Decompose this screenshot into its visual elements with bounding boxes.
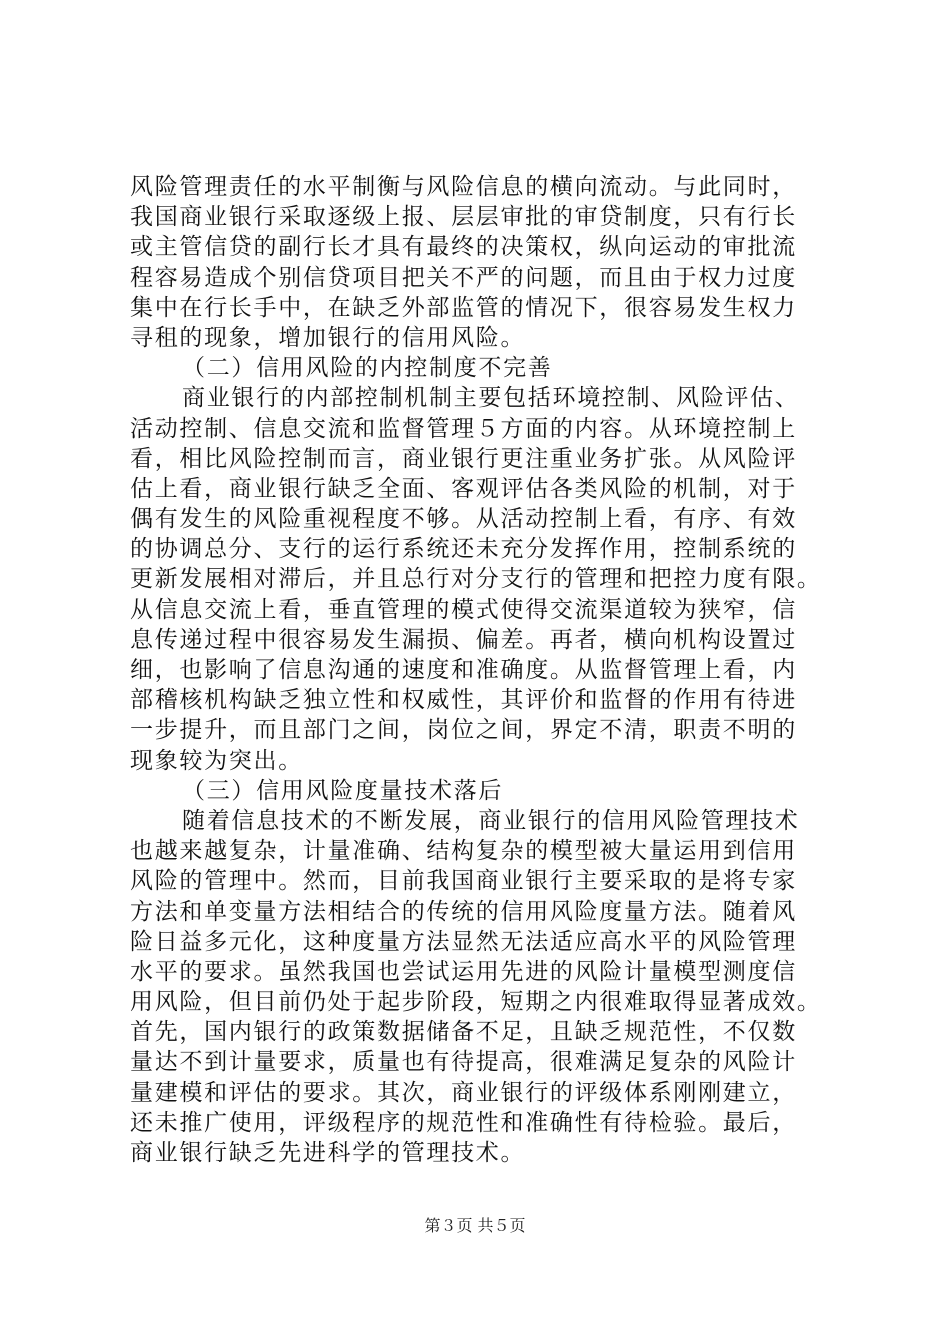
text-line: 或主管信贷的副行长才具有最终的决策权，纵向运动的审批流: [130, 234, 797, 261]
text-line: 方法和单变量方法相结合的传统的信用风险度量方法。随着风: [130, 898, 797, 925]
text-line: 用风险，但目前仍处于起步阶段，短期之内很难取得显著成效。: [130, 989, 822, 1016]
text-line: 部稽核机构缺乏独立性和权威性，其评价和监督的作用有待进: [130, 687, 797, 714]
paragraph-first-line: 随着信息技术的不断发展，商业银行的信用风险管理技术: [182, 807, 800, 834]
section-heading: （二）信用风险的内控制度不完善: [182, 355, 553, 382]
text-line: 险日益多元化，这种度量方法显然无法适应高水平的风险管理: [130, 928, 797, 955]
text-line: 我国商业银行采取逐级上报、层层审批的审贷制度，只有行长: [130, 204, 797, 231]
page-number-footer: 第３页 共５页: [424, 1216, 526, 1235]
text-line: 还未推广使用，评级程序的规范性和准确性有待检验。最后，: [130, 1109, 797, 1136]
text-line: 量达不到计量要求，质量也有待提高，很难满足复杂的风险计: [130, 1049, 797, 1076]
document-body: [130, 172, 845, 1168]
text-line: 偶有发生的风险重视程度不够。从活动控制上看，有序、有效: [130, 506, 797, 533]
text-line: 现象较为突出。: [130, 747, 303, 774]
text-line: 量建模和评估的要求。其次，商业银行的评级体系刚刚建立，: [130, 1079, 797, 1106]
text-line: 活动控制、信息交流和监督管理５方面的内容。从环境控制上: [130, 415, 797, 442]
text-line: 估上看，商业银行缺乏全面、客观评估各类风险的机制，对于: [130, 475, 797, 502]
text-line: 一步提升，而且部门之间，岗位之间，界定不清，职责不明的: [130, 717, 797, 744]
text-line: 程容易造成个别信贷项目把关不严的问题，而且由于权力过度: [130, 264, 797, 291]
text-line: 水平的要求。虽然我国也尝试运用先进的风险计量模型测度信: [130, 958, 797, 985]
text-line: 风险管理责任的水平制衡与风险信息的横向流动。与此同时，: [130, 174, 797, 200]
text-line: 也越来越复杂，计量准确、结构复杂的模型被大量运用到信用: [130, 838, 797, 865]
text-line: 从信息交流上看，垂直管理的模式使得交流渠道较为狭窄，信: [130, 596, 797, 623]
text-line: 的协调总分、支行的运行系统还未充分发挥作用，控制系统的: [130, 536, 797, 563]
section-heading: （三）信用风险度量技术落后: [182, 777, 504, 804]
text-line: 首先，国内银行的政策数据储备不足，且缺乏规范性，不仅数: [130, 1019, 797, 1046]
text-line: 更新发展相对滞后，并且总行对分支行的管理和把控力度有限。: [130, 566, 822, 593]
text-line: 风险的管理中。然而，目前我国商业银行主要采取的是将专家: [130, 868, 797, 895]
text-line: 商业银行缺乏先进科学的管理技术。: [130, 1140, 526, 1166]
text-line: 细，也影响了信息沟通的速度和准确度。从监督管理上看，内: [130, 657, 797, 683]
text-line: 看，相比风险控制而言，商业银行更注重业务扩张。从风险评: [130, 445, 797, 472]
text-line: 集中在行长手中，在缺乏外部监管的情况下，很容易发生权力: [130, 294, 797, 321]
text-line: 寻租的现象，增加银行的信用风险。: [130, 324, 526, 351]
text-line: 息传递过程中很容易发生漏损、偏差。再者，横向机构设置过: [130, 626, 797, 653]
paragraph-first-line: 商业银行的内部控制机制主要包括环境控制、风险评估、: [182, 385, 800, 412]
